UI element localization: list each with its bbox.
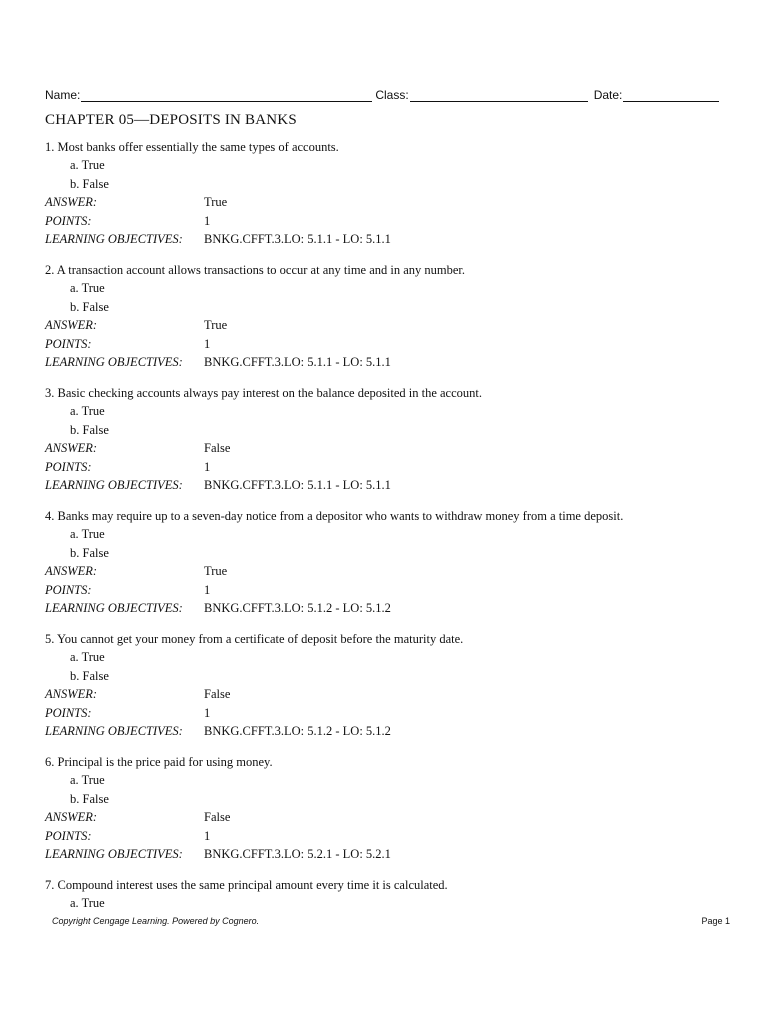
copyright-text: Copyright Cengage Learning. Powered by Cognero.: [52, 916, 260, 926]
points-label: POINTS:: [45, 336, 92, 351]
option-false: b. False: [70, 299, 109, 314]
answer-row: [45, 193, 735, 211]
option-true: a. True: [70, 650, 105, 665]
answer-label: ANSWER:: [45, 687, 98, 702]
objectives-row: [45, 353, 735, 371]
answer-value: True: [204, 318, 228, 333]
points-row: [45, 212, 735, 230]
option-true: a. True: [70, 773, 105, 788]
answer-value: False: [204, 810, 231, 825]
objectives-row: [45, 722, 735, 740]
question-7: [45, 876, 735, 913]
answer-label: ANSWER:: [45, 195, 98, 210]
option-false: b. False: [70, 668, 109, 683]
question-5: [45, 630, 735, 740]
answer-row: [45, 808, 735, 826]
points-row: [45, 704, 735, 722]
answer-value: False: [204, 441, 231, 456]
name-blank[interactable]: [81, 89, 372, 102]
points-label: POINTS:: [45, 828, 92, 843]
question-1: [45, 138, 735, 248]
answer-row: [45, 316, 735, 334]
points-row: [45, 827, 735, 845]
option-true: a. True: [70, 404, 105, 419]
question-text: 7. Compound interest uses the same principal amount every time it is calculated.: [45, 878, 448, 892]
page-footer: [52, 916, 732, 930]
answer-row: [45, 562, 735, 580]
name-label: Name:: [45, 88, 81, 102]
points-value: 1: [204, 213, 211, 228]
date-blank[interactable]: [623, 89, 719, 102]
option-true: a. True: [70, 896, 105, 911]
answer-row: [45, 439, 735, 457]
objectives-label: LEARNING OBJECTIVES:: [45, 846, 183, 861]
objectives-row: [45, 476, 735, 494]
option-false: b. False: [70, 545, 109, 560]
option-false: b. False: [70, 176, 109, 191]
date-label: Date:: [593, 88, 623, 102]
question-6: [45, 753, 735, 863]
objectives-label: LEARNING OBJECTIVES:: [45, 600, 183, 615]
chapter-title: CHAPTER 05—DEPOSITS IN BANKS: [45, 112, 297, 128]
points-row: [45, 458, 735, 476]
points-row: [45, 335, 735, 353]
question-text: 1. Most banks offer essentially the same types of accounts.: [45, 140, 339, 154]
objectives-value: BNKG.CFFT.3.LO: 5.1.2 - LO: 5.1.2: [204, 723, 391, 738]
points-label: POINTS:: [45, 582, 92, 597]
points-label: POINTS:: [45, 459, 92, 474]
objectives-value: BNKG.CFFT.3.LO: 5.1.1 - LO: 5.1.1: [204, 354, 391, 369]
question-text: 4. Banks may require up to a seven-day notice from a depositor who wants to withdraw money from a time deposit.: [45, 509, 624, 523]
objectives-value: BNKG.CFFT.3.LO: 5.1.1 - LO: 5.1.1: [204, 231, 391, 246]
objectives-value: BNKG.CFFT.3.LO: 5.2.1 - LO: 5.2.1: [204, 846, 391, 861]
objectives-label: LEARNING OBJECTIVES:: [45, 231, 183, 246]
question-text: 3. Basic checking accounts always pay interest on the balance deposited in the account.: [45, 386, 482, 400]
objectives-label: LEARNING OBJECTIVES:: [45, 354, 183, 369]
answer-label: ANSWER:: [45, 810, 98, 825]
objectives-row: [45, 845, 735, 863]
option-false: b. False: [70, 422, 109, 437]
objectives-row: [45, 599, 735, 617]
points-label: POINTS:: [45, 705, 92, 720]
answer-value: True: [204, 564, 228, 579]
question-4: [45, 507, 735, 617]
points-label: POINTS:: [45, 213, 92, 228]
points-value: 1: [204, 582, 211, 597]
answer-value: False: [204, 687, 231, 702]
answer-label: ANSWER:: [45, 441, 98, 456]
question-text: 6. Principal is the price paid for using money.: [45, 755, 273, 769]
answer-value: True: [204, 195, 228, 210]
student-info-header: [45, 86, 725, 102]
points-value: 1: [204, 459, 211, 474]
objectives-label: LEARNING OBJECTIVES:: [45, 477, 183, 492]
objectives-row: [45, 230, 735, 248]
class-label: Class:: [375, 88, 409, 102]
question-3: [45, 384, 735, 494]
question-text: 2. A transaction account allows transactions to occur at any time and in any number.: [45, 263, 466, 277]
points-value: 1: [204, 336, 211, 351]
objectives-value: BNKG.CFFT.3.LO: 5.1.2 - LO: 5.1.2: [204, 600, 391, 615]
question-2: [45, 261, 735, 371]
option-true: a. True: [70, 281, 105, 296]
class-blank[interactable]: [410, 89, 588, 102]
objectives-label: LEARNING OBJECTIVES:: [45, 723, 183, 738]
option-false: b. False: [70, 791, 109, 806]
points-value: 1: [204, 828, 211, 843]
page-number: Page 1: [701, 916, 730, 926]
points-row: [45, 581, 735, 599]
option-true: a. True: [70, 527, 105, 542]
question-text: 5. You cannot get your money from a certificate of deposit before the maturity date.: [45, 632, 464, 646]
option-true: a. True: [70, 158, 105, 173]
answer-row: [45, 685, 735, 703]
points-value: 1: [204, 705, 211, 720]
answer-label: ANSWER:: [45, 564, 98, 579]
objectives-value: BNKG.CFFT.3.LO: 5.1.1 - LO: 5.1.1: [204, 477, 391, 492]
answer-label: ANSWER:: [45, 318, 98, 333]
